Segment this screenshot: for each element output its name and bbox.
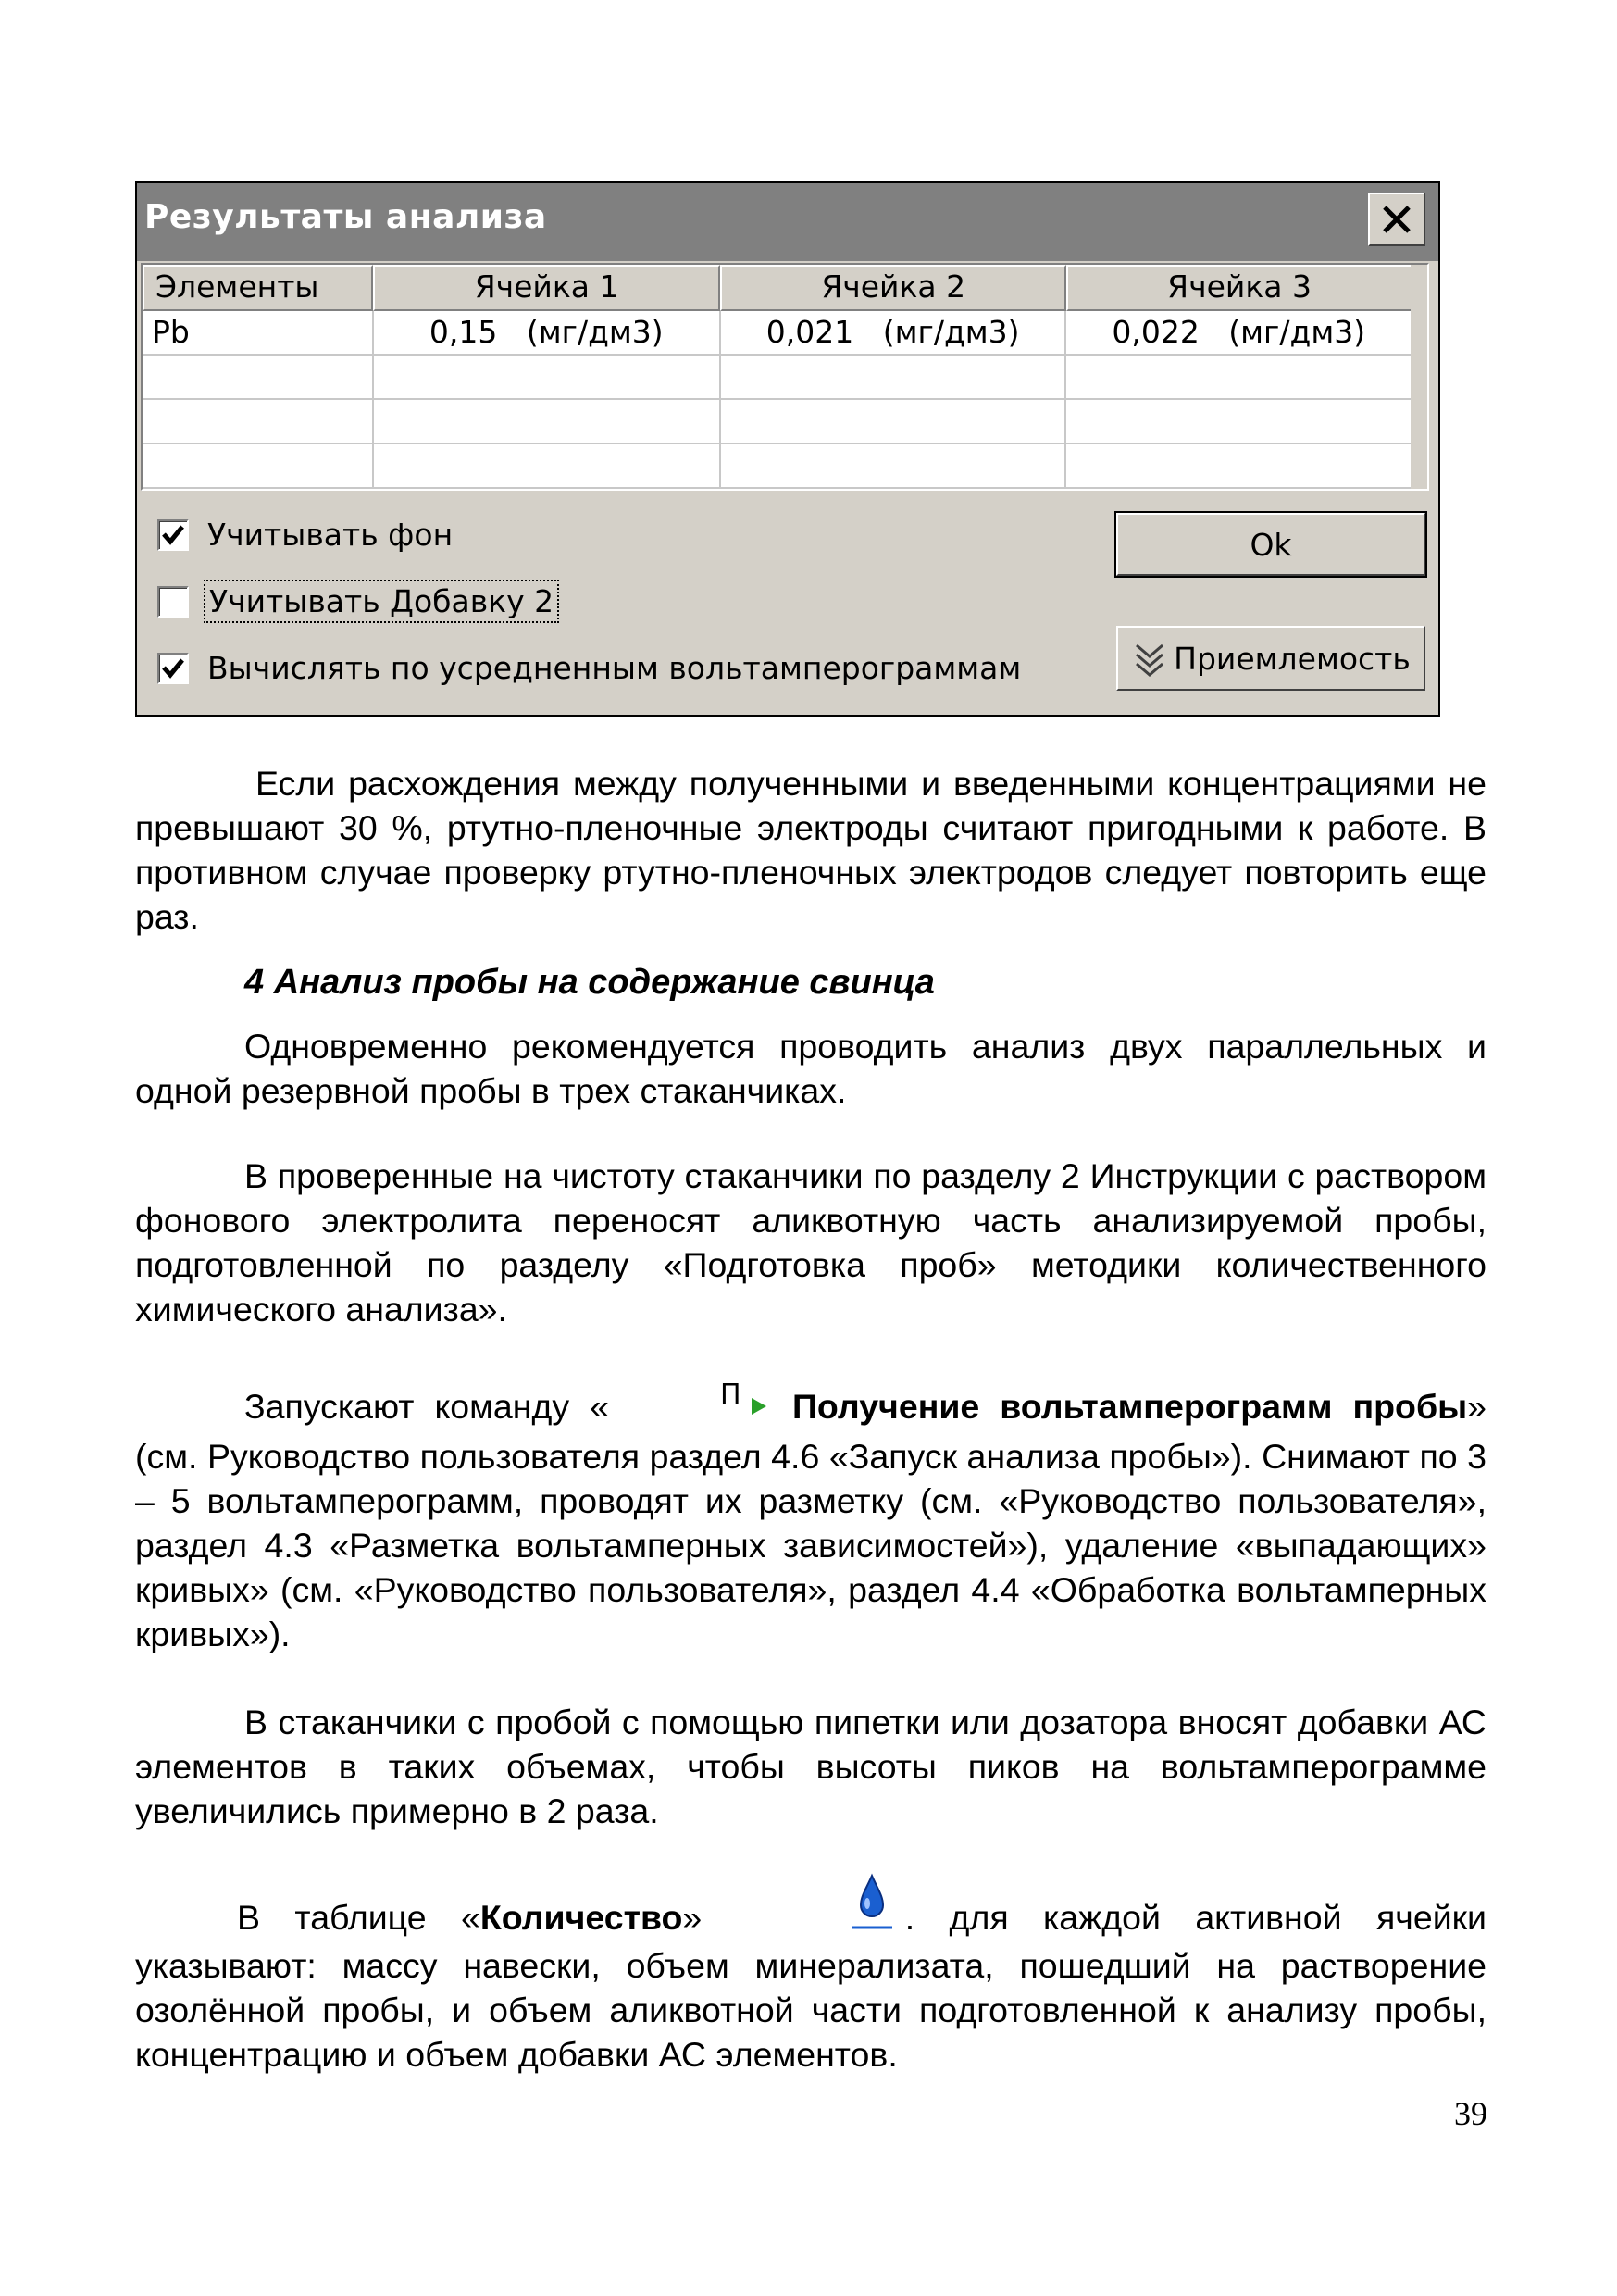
column-header-elements[interactable]: Элементы: [143, 265, 373, 311]
checkbox-label: Вычислять по усредненным вольтамперограммам: [207, 650, 1022, 686]
p4-end: » (см. Руководство пользователя раздел 4.6 «Запуск анализа пробы»). Снимают по 3 – 5 вольтамперограмм, проводят их разметку (см. «Руководство пользователя», раздел 4.3 «Разметка вольтамперных зависимостей»), удаление «выпадающих» кривых» (см. «Руководство пользователя», раздел 4.4 «Обработка вольтамперных кривых»).: [135, 1387, 1486, 1653]
table-row[interactable]: [143, 356, 1412, 400]
p6-bold: Количество: [479, 1898, 683, 1937]
table-row[interactable]: [143, 400, 1412, 444]
grid-header: [143, 265, 1412, 311]
p6-start: В таблице «: [237, 1898, 480, 1937]
grid-cell: 0,021 (мг/дм3): [721, 311, 1067, 356]
grid-cell: [721, 444, 1067, 489]
grid-cell: [143, 400, 374, 444]
analysis-results-dialog: [135, 181, 1440, 717]
checkbox-label: Учитывать Добавку 2: [209, 583, 554, 619]
ok-button[interactable]: [1116, 513, 1425, 576]
grid-cell: [1066, 400, 1412, 444]
grid-cell: [143, 444, 374, 489]
paragraph-quantity-table: [135, 1866, 1486, 2077]
grid-cell: [721, 400, 1067, 444]
ok-button-label: Ok: [1250, 526, 1292, 563]
grid-scrollbar[interactable]: [1411, 265, 1427, 489]
grid-cell: [374, 400, 721, 444]
paragraph-parallel-samples: Одновременно рекомендуется проводить анализ двух параллельных и одной резервной пробы в трех стаканчиках.: [135, 1027, 1486, 1110]
column-header-cell-1[interactable]: Ячейка 1: [373, 265, 720, 311]
checkbox-label: Учитывать фон: [207, 517, 454, 553]
grid-cell: [1066, 356, 1412, 400]
grid-cell: [143, 356, 374, 400]
dialog-titlebar: [137, 183, 1438, 261]
quantity-drop-icon: [737, 1866, 905, 1943]
section-heading: 4 Анализ пробы на содержание свинца: [244, 963, 935, 1002]
close-button[interactable]: [1368, 193, 1425, 246]
grid-body: [143, 311, 1412, 489]
grid-cell: 0,022 (мг/дм3): [1066, 311, 1412, 356]
p4-start: Запускают команду «: [244, 1387, 609, 1426]
grid-cell: [374, 356, 721, 400]
paragraph-run-command: [135, 1376, 1486, 1656]
column-header-cell-3[interactable]: Ячейка 3: [1066, 265, 1412, 311]
icon-letter: П: [719, 1379, 741, 1411]
checkmark-icon: [161, 523, 185, 547]
acceptability-label: Приемлемость: [1174, 640, 1411, 677]
checkmark-icon: [161, 656, 185, 680]
checkbox-account-background[interactable]: [157, 517, 453, 553]
paragraph-aliquot-transfer: В проверенные на чистоту стаканчики по разделу 2 Инструкции с раствором фонового электролита переносят аликвотную часть анализируемой пробы, подготовленной по разделу «Подготовка проб» методики количественного химического анализа».: [135, 1156, 1486, 1329]
dialog-title: Результаты анализа: [144, 198, 547, 236]
acceptability-button[interactable]: [1116, 626, 1425, 691]
double-chevron-down-icon: [1131, 640, 1168, 677]
checkbox-box[interactable]: [157, 586, 189, 618]
page-number: 39: [1454, 2095, 1487, 2132]
results-grid: [141, 263, 1429, 491]
checkbox-box[interactable]: [157, 653, 189, 684]
grid-cell: [721, 356, 1067, 400]
table-row[interactable]: [143, 311, 1412, 356]
p6-mid: »: [682, 1898, 703, 1937]
paragraph-electrode-check: Если расхождения между полученными и введенными концентрациями не превышают 30 %, ртутно-пленочные электроды считают пригодными к работе. В противном случае проверку ртутно-пленочных электродов следует повторить еще раз.: [135, 764, 1486, 936]
checkbox-averaged-voltammograms[interactable]: [157, 650, 1021, 686]
checkbox-box[interactable]: [157, 519, 189, 551]
close-icon: [1380, 203, 1413, 236]
checkbox-account-addition-2[interactable]: [157, 583, 555, 619]
p6-end: . для каждой активной ячейки указывают: массу навески, объем минерализата, пошедший на растворение озолённой пробы, и объем аликвотной части подготовленной к анализу пробы, концентрацию и объем добавки АС элементов.: [135, 1898, 1486, 2074]
grid-cell: 0,15 (мг/дм3): [374, 311, 721, 356]
paragraph-additions: В стаканчики с пробой с помощью пипетки или дозатора вносят добавки АС элементов в таких объемах, чтобы высоты пиков на вольтамперограмме увеличились примерно в 2 раза.: [135, 1703, 1486, 1830]
column-header-cell-2[interactable]: Ячейка 2: [720, 265, 1066, 311]
grid-cell: [1066, 444, 1412, 489]
p4-bold: Получение вольтамперограмм пробы: [791, 1387, 1468, 1426]
get-voltammograms-icon: [609, 1376, 772, 1434]
grid-cell: [374, 444, 721, 489]
table-row[interactable]: [143, 444, 1412, 489]
grid-cell: Pb: [143, 311, 374, 356]
